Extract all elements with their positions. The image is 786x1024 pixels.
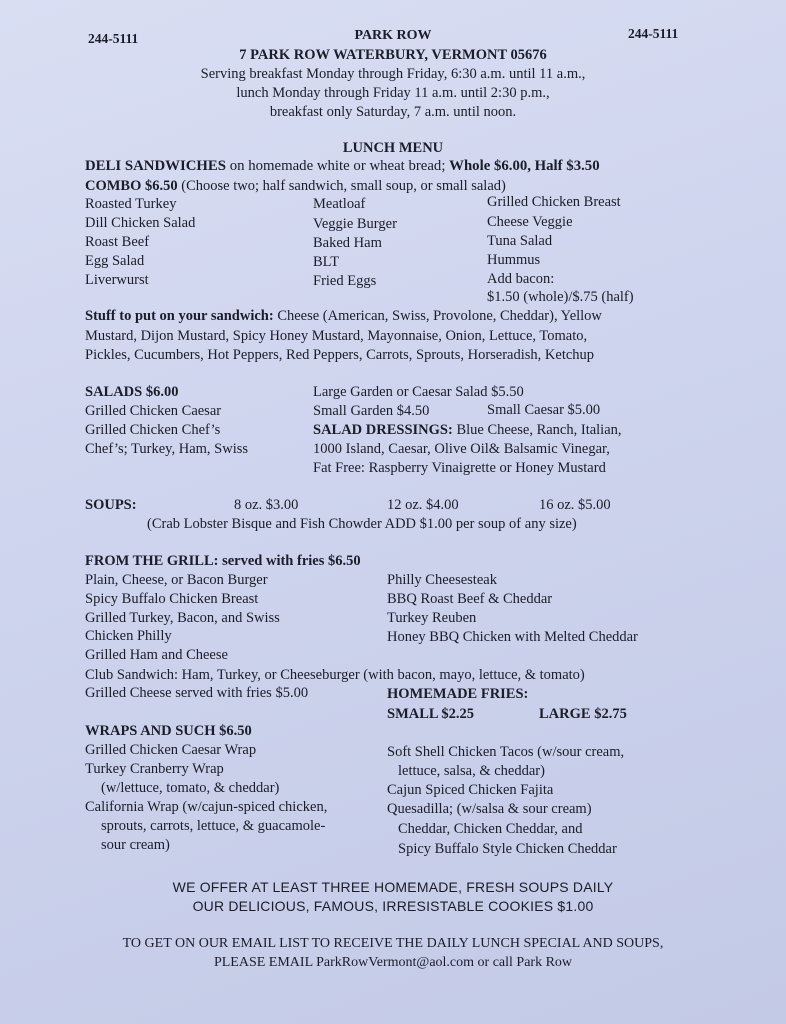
- salads-heading: SALADS $6.00: [85, 384, 179, 400]
- hours-line: breakfast only Saturday, 7 a.m. until noon.: [269, 104, 517, 120]
- bacon-price: $1.50 (whole)/$.75 (half): [487, 289, 634, 305]
- stuff-heading: Stuff to put on your sandwich:: [85, 308, 274, 324]
- wrap-item: Turkey Cranberry Wrap: [85, 761, 224, 777]
- grill-item: Spicy Buffalo Chicken Breast: [85, 591, 259, 607]
- deli-item: Egg Salad: [85, 253, 145, 269]
- stuff-text: Pickles, Cucumbers, Hot Peppers, Red Peppers, Carrots, Sprouts, Horseradish, Ketchup: [85, 347, 595, 363]
- grill-item: Chicken Philly: [85, 628, 172, 644]
- dressings-line: [313, 421, 622, 439]
- wrap-item: Spicy Buffalo Style Chicken Cheddar: [398, 841, 617, 857]
- deli-item: Dill Chicken Salad: [85, 215, 196, 231]
- soup-size: 12 oz. $4.00: [387, 497, 459, 513]
- wrap-item: (w/lettuce, tomato, & cheddar): [101, 780, 280, 796]
- stuff-line: [85, 307, 602, 325]
- fries-heading: HOMEMADE FRIES:: [387, 686, 529, 702]
- soup-note: (Crab Lobster Bisque and Fish Chowder ADD $1.00 per soup of any size): [147, 516, 577, 532]
- club-sandwich: Club Sandwich: Ham, Turkey, or Cheeseburger (with bacon, mayo, lettuce, & tomato): [85, 667, 585, 683]
- deli-item: Roasted Turkey: [85, 196, 177, 212]
- salad-small-garden: Small Garden $4.50: [313, 403, 430, 419]
- deli-desc: on homemade white or wheat bread;: [229, 158, 446, 174]
- dressings-text: Fat Free: Raspberry Vinaigrette or Honey Mustard: [313, 460, 606, 476]
- deli-heading-line: [85, 157, 600, 175]
- deli-item: Add bacon:: [487, 271, 555, 287]
- email-line: PLEASE EMAIL ParkRowVermont@aol.com or call Park Row: [213, 955, 573, 970]
- wrap-item: Cheddar, Chicken Cheddar, and: [398, 821, 583, 837]
- deli-item: Baked Ham: [313, 235, 382, 251]
- wrap-item: Grilled Chicken Caesar Wrap: [85, 742, 257, 758]
- hours-line: lunch Monday through Friday 11 a.m. until 2:30 p.m.,: [236, 85, 550, 101]
- salad-small-caesar: Small Caesar $5.00: [487, 402, 601, 418]
- salad-item: Chef’s; Turkey, Ham, Swiss: [85, 441, 249, 457]
- wrap-item: California Wrap (w/cajun-spiced chicken,: [85, 799, 328, 815]
- offer-line: WE OFFER AT LEAST THREE HOMEMADE, FRESH SOUPS DAILY: [172, 879, 614, 895]
- dressings-text: 1000 Island, Caesar, Olive Oil& Balsamic Vinegar,: [313, 441, 610, 457]
- phone-left: 244-5111: [88, 31, 139, 46]
- wrap-item: lettuce, salsa, & cheddar): [398, 763, 545, 779]
- grilled-cheese: Grilled Cheese served with fries $5.00: [85, 685, 309, 701]
- deli-item: Veggie Burger: [313, 216, 397, 232]
- grill-item: Grilled Turkey, Bacon, and Swiss: [85, 610, 280, 626]
- combo-desc: (Choose two; half sandwich, small soup, or small salad): [181, 178, 506, 194]
- hours-block: [0, 65, 786, 122]
- salad-item: Grilled Chicken Caesar: [85, 403, 222, 419]
- wraps-heading: WRAPS AND SUCH $6.50: [85, 723, 252, 739]
- stuff-text: Mustard, Dijon Mustard, Spicy Honey Mustard, Mayonnaise, Onion, Lettuce, Tomato,: [85, 328, 588, 344]
- deli-item: Fried Eggs: [313, 273, 377, 289]
- stuff-text: Cheese (American, Swiss, Provolone, Cheddar), Yellow: [277, 308, 602, 324]
- grill-item: BBQ Roast Beef & Cheddar: [387, 591, 553, 607]
- salad-large: Large Garden or Caesar Salad $5.50: [313, 384, 524, 400]
- deli-item: BLT: [313, 254, 340, 270]
- fries-large: LARGE $2.75: [539, 706, 627, 722]
- offer-line: OUR DELICIOUS, FAMOUS, IRRESISTABLE COOKIES $1.00: [192, 898, 594, 914]
- grill-item: Philly Cheesesteak: [387, 572, 497, 588]
- deli-item: Liverwurst: [85, 272, 149, 288]
- salad-item: Grilled Chicken Chef’s: [85, 422, 221, 438]
- hours-line: Serving breakfast Monday through Friday, 6:30 a.m. until 11 a.m.,: [200, 66, 586, 82]
- restaurant-address: 7 PARK ROW WATERBURY, VERMONT 05676: [239, 47, 547, 63]
- wrap-item: Soft Shell Chicken Tacos (w/sour cream,: [387, 744, 625, 760]
- phone-right: 244-5111: [628, 26, 679, 41]
- fries-small: SMALL $2.25: [387, 706, 475, 722]
- deli-item: Grilled Chicken Breast: [487, 194, 621, 210]
- deli-item: Tuna Salad: [487, 233, 553, 249]
- soup-size: 8 oz. $3.00: [234, 497, 299, 513]
- deli-item: Hummus: [487, 252, 541, 268]
- deli-item: Cheese Veggie: [487, 214, 573, 230]
- restaurant-name: PARK ROW: [354, 28, 432, 43]
- combo-line: [85, 177, 506, 195]
- grill-heading: FROM THE GRILL: served with fries $6.50: [85, 553, 361, 569]
- wrap-item: Cajun Spiced Chicken Fajita: [387, 782, 554, 798]
- wrap-item: Quesadilla; (w/salsa & sour cream): [387, 801, 592, 817]
- soups-heading: SOUPS:: [85, 497, 137, 513]
- dressings-heading: SALAD DRESSINGS:: [313, 422, 453, 438]
- deli-item: Roast Beef: [85, 234, 150, 250]
- combo-heading: COMBO $6.50: [85, 178, 178, 194]
- soup-size: 16 oz. $5.00: [539, 497, 611, 513]
- grill-item: Grilled Ham and Cheese: [85, 647, 228, 663]
- email-line: TO GET ON OUR EMAIL LIST TO RECEIVE THE DAILY LUNCH SPECIAL AND SOUPS,: [122, 936, 664, 951]
- deli-prices: Whole $6.00, Half $3.50: [449, 158, 600, 174]
- grill-item: Honey BBQ Chicken with Melted Cheddar: [387, 629, 638, 645]
- dressings-text: Blue Cheese, Ranch, Italian,: [456, 422, 622, 438]
- wrap-item: sour cream): [101, 837, 170, 853]
- wrap-item: sprouts, carrots, lettuce, & guacamole-: [101, 818, 326, 834]
- deli-item: Meatloaf: [313, 196, 366, 212]
- grill-item: Turkey Reuben: [387, 610, 477, 626]
- deli-heading: DELI SANDWICHES: [85, 158, 227, 174]
- menu-title: LUNCH MENU: [342, 140, 444, 156]
- grill-item: Plain, Cheese, or Bacon Burger: [85, 572, 268, 588]
